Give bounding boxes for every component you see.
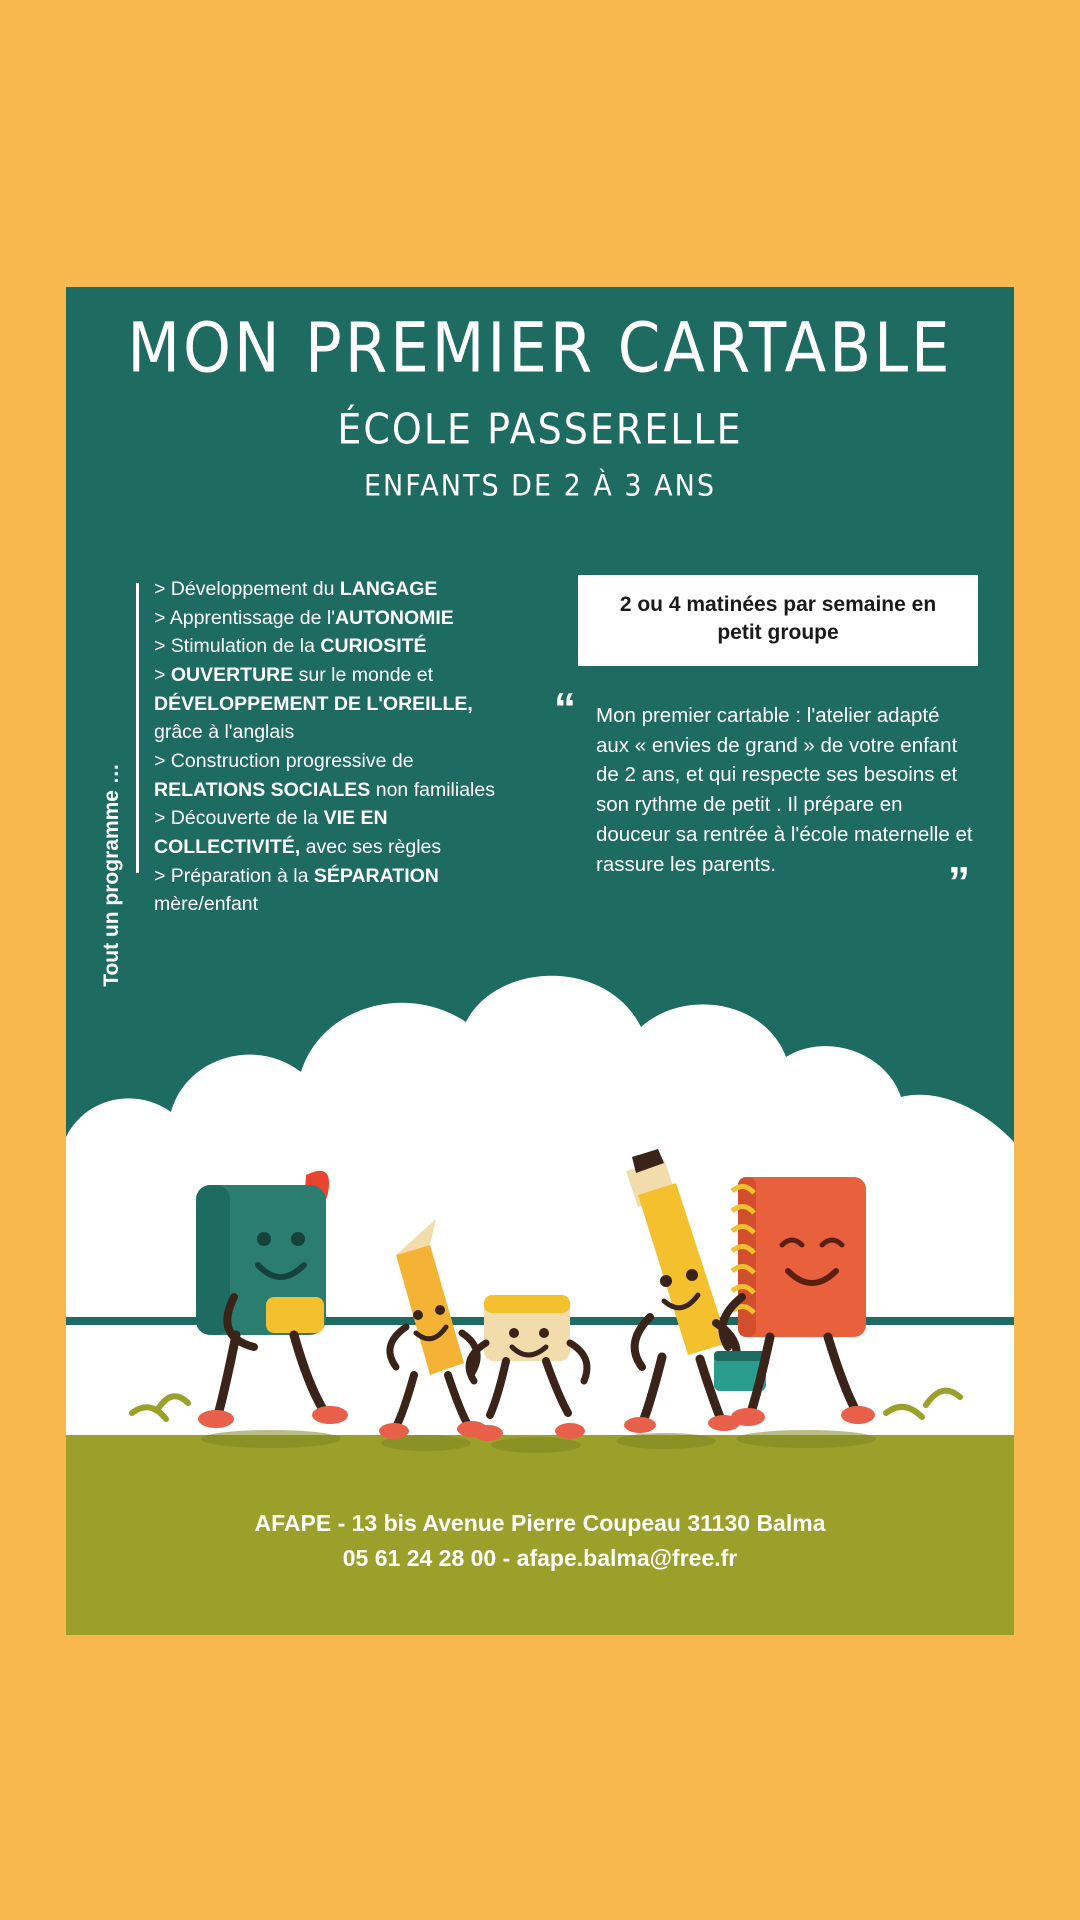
program-item-text: > Préparation à la	[154, 864, 314, 887]
program-item-text: > Construction progressive de	[154, 749, 414, 772]
poster	[66, 287, 1014, 1635]
program-item-text: mère/enfant	[154, 893, 259, 916]
program-list-item	[154, 604, 534, 633]
program-item-emphasis: COLLECTIVITÉ,	[154, 835, 301, 858]
quote-text: Mon premier cartable : l'atelier adapté aux « envies de grand » de votre enfant de 2 ans, et qui respecte ses besoins et son rythme de petit . Il prépare en douceur sa rentrée à l'école maternelle et rassure les parents.	[596, 704, 973, 876]
program-item-text: non familiales	[370, 778, 495, 801]
character-row	[66, 1147, 1014, 1477]
program-item-text: >	[154, 663, 171, 686]
poster-header	[66, 287, 1014, 502]
program-list-item	[154, 747, 534, 776]
poster-content	[66, 575, 1014, 987]
badge-line-2: petit groupe	[717, 621, 839, 645]
quote-open-icon: “	[554, 684, 576, 733]
testimonial-quote	[554, 684, 978, 908]
footer-address: AFAPE - 13 bis Avenue Pierre Coupeau 31130 Balma	[254, 1510, 826, 1536]
program-item-emphasis: VIE EN	[323, 807, 388, 830]
program-vertical-label	[94, 587, 130, 987]
program-item-emphasis: RELATIONS SOCIALES	[154, 778, 371, 801]
quote-close-icon: ”	[948, 858, 970, 908]
small-pencil-character	[379, 1219, 487, 1439]
program-item-emphasis: SÉPARATION	[313, 864, 439, 887]
grass-tufts	[132, 1391, 960, 1419]
program-item-text: > Stimulation de la	[154, 635, 321, 658]
status-badge	[578, 575, 978, 666]
shadow	[616, 1433, 716, 1449]
program-item-text: avec ses règles	[300, 835, 442, 858]
page-title: MON PREMIER CARTABLE	[127, 308, 953, 389]
contact-footer	[66, 1506, 1014, 1575]
program-list-item	[154, 632, 534, 661]
program-list-item	[154, 575, 534, 604]
shadow	[491, 1437, 581, 1453]
program-item-text: > Découverte de la	[154, 807, 324, 830]
age-range-line: ENFANTS DE 2 À 3 ANS	[363, 469, 716, 504]
illustration	[66, 887, 1014, 1635]
program-list-item	[154, 690, 534, 719]
program-list-item	[154, 661, 534, 690]
program-vertical-label-text: Tout un programme …	[100, 763, 124, 987]
program-item-emphasis: AUTONOMIE	[334, 606, 454, 629]
program-item-emphasis: DÉVELOPPEMENT DE L'OREILLE,	[154, 692, 473, 715]
program-list-item	[154, 804, 534, 833]
shadow	[736, 1430, 876, 1448]
shadow	[201, 1430, 341, 1448]
program-list-item	[154, 718, 534, 747]
program-item-emphasis: CURIOSITÉ	[320, 635, 427, 658]
footer-contact: 05 61 24 28 00 - afape.balma@free.fr	[342, 1544, 738, 1571]
program-item-text: > Apprentissage de l'	[154, 606, 335, 629]
program-item-emphasis: OUVERTURE	[170, 663, 294, 686]
program-item-text: > Développement du	[154, 578, 340, 600]
program-list-item	[154, 862, 534, 891]
program-item-text: grâce à l'anglais	[154, 721, 295, 744]
program-item-text: sur le monde et	[293, 663, 434, 686]
eraser-character	[469, 1295, 587, 1441]
program-list	[154, 575, 534, 919]
program-list-item	[154, 833, 534, 862]
schoolbag-character	[196, 1171, 348, 1428]
badge-line-1: 2 ou 4 matinées par semaine en	[619, 593, 937, 616]
program-list-item	[154, 776, 534, 805]
vertical-divider	[136, 583, 139, 873]
program-item-emphasis: LANGAGE	[339, 578, 438, 600]
page-subtitle: ÉCOLE PASSERELLE	[337, 404, 743, 454]
